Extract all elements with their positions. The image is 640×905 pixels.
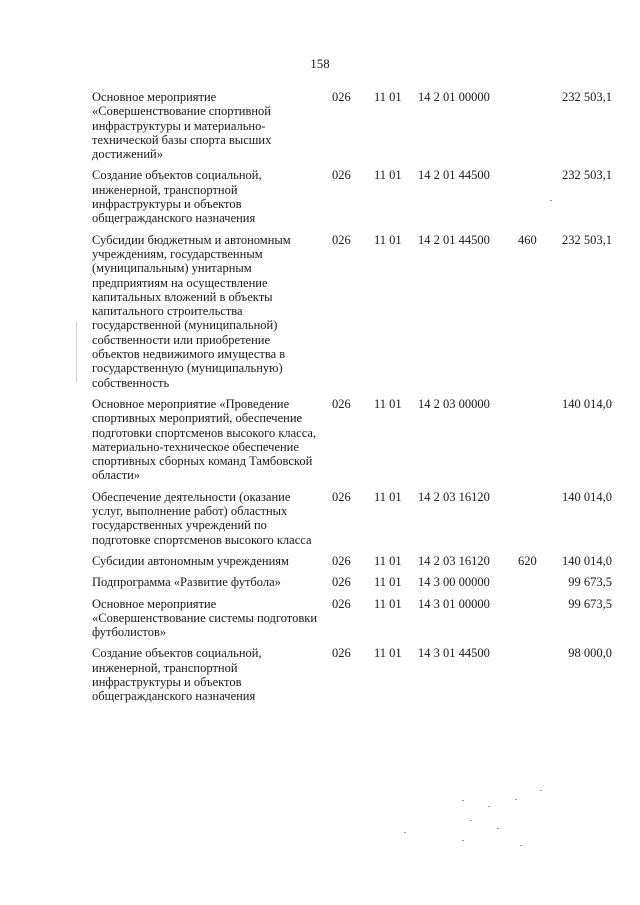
row-rzpr: 11 01 [374, 575, 402, 590]
row-csr: 14 2 01 44500 [418, 168, 490, 183]
row-rzpr: 11 01 [374, 646, 402, 661]
scan-speck [550, 200, 552, 201]
row-name: Субсидии бюджетным и автономным учреждениям, государственным (муниципальным) унитарным предприятиям на осуществление капитальных вложений в объекты капитального строительства государственной (муниципальной) собственности или приобретение объектов недвижимого имущества в государственную (муниципальную) собственность [92, 232, 291, 390]
row-grbs: 026 [332, 646, 351, 661]
table-row [92, 646, 612, 703]
scan-speck [520, 845, 522, 846]
row-name: Создание объектов социальной, инженерной, транспортной инфраструктуры и объектов общегражданского назначения [92, 646, 262, 704]
page-number: 158 [310, 56, 330, 71]
row-sum: 232 503,1 [562, 168, 612, 183]
table-row [92, 168, 612, 225]
scan-speck [404, 832, 406, 833]
row-rzpr: 11 01 [374, 553, 402, 568]
row-name: Основное мероприятие «Совершенствование системы подготовки футболистов» [92, 596, 318, 640]
scan-speck [515, 799, 517, 800]
budget-table [92, 90, 612, 711]
row-name: Обеспечение деятельности (оказание услуг, выполнение работ) областных государственных учреждений по подготовке спортсменов высокого класса [92, 489, 312, 547]
row-name: Субсидии автономным учреждениям [92, 553, 289, 568]
row-csr: 14 2 01 44500 [418, 232, 490, 247]
scan-speck [497, 828, 499, 829]
row-sum: 140 014,0 [562, 553, 612, 568]
row-rzpr: 11 01 [374, 232, 402, 247]
row-rzpr: 11 01 [374, 596, 402, 611]
row-vr: 620 [518, 553, 537, 568]
row-csr: 14 2 03 16120 [418, 489, 490, 504]
scan-speck [488, 806, 490, 807]
row-grbs: 026 [332, 553, 351, 568]
row-sum: 140 014,0 [562, 489, 612, 504]
row-name: Создание объектов социальной, инженерной, транспортной инфраструктуры и объектов общегражданского назначения [92, 168, 262, 226]
row-sum: 99 673,5 [568, 596, 612, 611]
row-rzpr: 11 01 [374, 90, 402, 104]
table-row [92, 554, 612, 568]
row-grbs: 026 [332, 596, 351, 611]
row-csr: 14 3 01 44500 [418, 646, 490, 661]
row-csr: 14 2 01 00000 [418, 90, 490, 104]
row-grbs: 026 [332, 232, 351, 247]
scan-speck [470, 820, 472, 821]
row-rzpr: 11 01 [374, 168, 402, 183]
scan-speck [540, 790, 542, 791]
row-csr: 14 3 01 00000 [418, 596, 490, 611]
row-csr: 14 3 00 00000 [418, 575, 490, 590]
row-name: Основное мероприятие «Совершенствование спортивной инфраструктуры и материально-технической базы спорта высших достижений» [92, 90, 272, 162]
row-sum: 99 673,5 [568, 575, 612, 590]
scan-speck [462, 840, 464, 841]
row-sum: 232 503,1 [562, 90, 612, 104]
row-sum: 98 000,0 [568, 646, 612, 661]
table-row [92, 490, 612, 547]
row-grbs: 026 [332, 90, 351, 104]
row-csr: 14 2 03 16120 [418, 553, 490, 568]
row-grbs: 026 [332, 575, 351, 590]
row-name: Подпрограмма «Развитие футбола» [92, 575, 281, 590]
row-rzpr: 11 01 [374, 489, 402, 504]
row-rzpr: 11 01 [374, 396, 402, 411]
row-sum: 232 503,1 [562, 232, 612, 247]
row-vr: 460 [518, 232, 537, 247]
table-row [92, 597, 612, 640]
row-grbs: 026 [332, 168, 351, 183]
table-row [92, 90, 612, 161]
scan-speck [76, 322, 77, 382]
row-sum: 140 014,0 [562, 396, 612, 411]
row-name: Основное мероприятие «Проведение спортивных мероприятий, обеспечение подготовки спортсменов высокого класса, материально-техническое обеспечение спортивных сборных команд Тамбовской области» [92, 396, 317, 483]
table-row [92, 397, 612, 483]
table-row [92, 575, 612, 589]
scan-speck [462, 800, 464, 801]
row-csr: 14 2 03 00000 [418, 396, 490, 411]
table-row [92, 233, 612, 390]
row-grbs: 026 [332, 489, 351, 504]
row-grbs: 026 [332, 396, 351, 411]
